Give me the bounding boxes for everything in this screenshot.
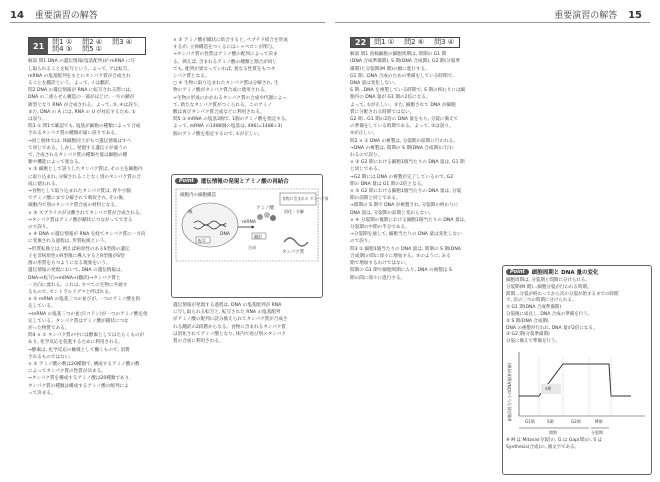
- text-line: →分裂期を通して, 細胞当たりの DNA 量は変化しない: [350, 232, 462, 238]
- text-line: DNA→(転写)→mRNA→(翻訳)→タンパク質と: [28, 275, 121, 281]
- text-line: ④が正しい。: [350, 131, 378, 137]
- right-running-title: 重要演習の解答: [554, 11, 618, 21]
- right-column-1: [350, 37, 500, 282]
- point-text-line: ① G1 期(DNA 合成準備期): [506, 305, 562, 311]
- point-box-cell-cycle: [502, 265, 652, 475]
- text-line: ンパク質となる。: [173, 74, 210, 80]
- text-line: の準備をしている時期である。よって, ③は誤り。: [350, 124, 454, 130]
- text-line: DNA 量は, 分裂期の前期と変わらない。: [350, 210, 434, 216]
- text-line: 酸は再びタンパク質合成などに利用される。: [173, 110, 265, 116]
- transcription-label: 転写: [198, 238, 206, 243]
- left-column-2: [173, 37, 323, 138]
- text-line: あり, 化学反応を促進するために利用される。: [28, 340, 123, 346]
- point-footnote: [503, 438, 651, 452]
- text-line: 分裂期の中期の半分である。: [350, 225, 410, 231]
- phase-label-m: M期: [595, 418, 603, 424]
- text-line: されるタンパク質の種類が違い誤りである。: [28, 131, 120, 137]
- text-line: DNA 量は変化しない。: [350, 81, 399, 87]
- text-line: × ② 細胞として誤りしたタンパク質は, その主を細胞内: [28, 167, 143, 173]
- text-line: 個のアミノ酸を指定するので, ①が正しい。: [173, 131, 263, 137]
- point-title: 細胞周期と DNA 量の変化: [531, 270, 599, 276]
- text-line: 期の前期と同じである。: [350, 196, 401, 202]
- left-column-1: [28, 37, 168, 397]
- text-line: 間期の G1 期で細胞周期に入り, DNA の複製は S: [350, 268, 452, 274]
- text-line: →DNA の複製は, 間期の S 期(DNA 合成期)に行わ: [350, 145, 454, 151]
- footnote-line: Synthesis(合成)の, 頭文字である。: [506, 444, 580, 450]
- text-line: →間期の S 期で DNA が複製され, 分裂期の終わりに: [350, 203, 459, 209]
- text-line: ることを翻訳という。よって, イは翻訳。: [28, 81, 114, 87]
- dna-label: DNA: [220, 232, 230, 237]
- point-text-line: 間期…分裂が終わってから次の分裂が始まるまでの時期: [506, 291, 619, 297]
- text-line: × ④ 分裂期の後期における細胞1個当たりの DNA 量は,: [350, 217, 466, 223]
- text-line: って決まる。: [28, 390, 56, 396]
- point-body: [173, 302, 323, 345]
- point-header: [503, 266, 651, 278]
- right-header-rule: [335, 22, 650, 23]
- text-line: (DNA 合成準備期), S 期(DNA 合成期), G2 期(分裂準: [350, 59, 460, 65]
- amino-acid-icon: [264, 212, 270, 218]
- text-line: 物のアミノ酸がタンパク質合成に使用される。: [173, 88, 270, 94]
- point-text-line: 遺伝情報が発現する過程は, DNA の塩基配列が RNA: [173, 303, 282, 308]
- point-text-line: は消化されてアミノ酸となり, 体内で再び別のタンパク: [173, 331, 286, 337]
- text-line: 胞内の DNA 量が G1 期の2倍になる。: [350, 95, 431, 101]
- text-line: →G2 期には DNA の複製が完了しているので, G2: [350, 174, 454, 180]
- text-line: 備期)と分裂期(M 期)の順に進行する。: [350, 66, 430, 72]
- text-line: でも, 配列が異なっていれば, 異なる性質をもつタ: [173, 66, 276, 72]
- text-line: に変換される過程は, 形質転換という。: [28, 239, 110, 245]
- text-line: 期で増加するわけではない。: [350, 261, 410, 267]
- explanation-text: [350, 51, 500, 282]
- text-line: →同じ個体では, 体細胞同士がもつ遺伝情報はすべ: [28, 138, 132, 144]
- point-text-line: 細胞周期は, 分裂期と間期に分けられる。: [506, 278, 590, 283]
- text-line: でアミノ酸にまで分解されて吸収され, その後,: [28, 196, 125, 202]
- text-line: 定している。タンパク質はアミノ酸が鎖状につな: [28, 318, 129, 324]
- point-text-line: 分裂期(M 期)…細胞分裂が行われる時期。: [506, 284, 592, 290]
- explanation-text-cont: [173, 37, 323, 138]
- text-line: は誤り。: [28, 117, 47, 123]
- text-line: 合成期)の間に徐々に増加する。⑤のように, ある: [350, 253, 451, 259]
- text-line: 問3 ① 細胞1個当たりの DNA 量は, 間期の S 期(DNA: [350, 246, 461, 252]
- text-line: 問3 ① 問1で確認でも, 塩基が細胞の種類によって合成: [28, 124, 141, 130]
- point-body: [503, 278, 651, 346]
- translation-label: 翻訳: [254, 234, 262, 239]
- explanation-text: [28, 58, 168, 397]
- answer-item: 問2 ⑥: [404, 38, 425, 46]
- phase-label-s: S期: [547, 418, 554, 424]
- text-line: →生物の形成にかかわるタンパク質の合成や代謝によっ: [173, 95, 287, 101]
- amino-acid-icon: [257, 214, 263, 220]
- text-line: 類や機能によって異なる。: [28, 160, 84, 166]
- text-line: よって, mRNA の1488個の塩基は, 496(=1488÷3): [173, 124, 283, 130]
- point-text-line: ② S 期(DNA 合成期): [506, 318, 549, 324]
- text-line: mRNA の塩基配列をもとにタンパク質が合成され: [28, 73, 131, 79]
- mrna-label: mRNA: [242, 220, 256, 225]
- s-phase-box-label: S期: [545, 385, 552, 391]
- point-text-line: 分裂後に成長し, DNA 合成の準備を行う。: [506, 311, 593, 317]
- point-text-line: で, 次の三つの時期に分けられる。: [506, 298, 577, 304]
- text-line: によってタンパク質の性質が決まる。: [28, 369, 106, 375]
- point-title: 遺伝情報の発現とアミノ酸の再結合: [200, 179, 289, 185]
- text-line: タンパク質の種類は構成するアミノ酸の配列によ: [28, 383, 129, 389]
- text-line: × ② G2 期における細胞1個当たりの DNA 量は, G1 期: [350, 160, 465, 166]
- text-line: て同じである。しかし, 発現する遺伝子が違うの: [28, 145, 128, 151]
- point-box-gene-expression: [171, 174, 329, 298]
- text-line: DNA の二重らせん構造の一部がほどけ, 一方の鎖が: [28, 95, 135, 101]
- text-line: →食物として取り込まれたタンパク質は, 胃や小腸: [28, 189, 131, 195]
- dna-amount-chart: [505, 346, 651, 438]
- text-line: →mRNA の塩基三つの並び(コドン)が一つのアミノ酸を指: [28, 311, 148, 317]
- footnote-line: ※ M は Mitosis(分裂)の, G は Gap(間)の, S は: [506, 437, 603, 443]
- phase-label-g1: G1期: [525, 418, 535, 424]
- question-number: 21: [29, 38, 48, 54]
- protein-label: タンパク質: [282, 250, 305, 255]
- text-line: ○ ④ 生物に取り込まれたタンパク質は分解され, 生: [173, 81, 279, 87]
- point-header: [172, 175, 322, 187]
- right-header: [554, 8, 650, 21]
- point-text-line: がアミノ酸の配列に読み換えられてタンパク質が合成さ: [173, 317, 288, 323]
- resynth-label: 合成: [248, 245, 256, 250]
- answer-item: 問1 ①: [374, 38, 395, 46]
- question-22-box: [350, 37, 460, 48]
- text-line: × ③ スプライスが分離されてタンパク質が合成される。: [28, 210, 145, 216]
- text-line: 菌の形質をもつようになる現象をいう。: [28, 261, 111, 267]
- amino-acid-label: アミノ酸: [256, 206, 274, 211]
- dna-curve: [519, 364, 631, 396]
- question-21-box: [28, 37, 146, 55]
- text-line: 遺伝情報の発現において, DNA の遺伝情報は,: [28, 268, 123, 274]
- answer-item: 問1 ①: [52, 38, 73, 46]
- text-line: で, 合成されるタンパク質の種類や量は細胞の種: [28, 153, 128, 159]
- text-line: れるので誤り。: [350, 153, 383, 159]
- answer-list: [370, 38, 458, 47]
- answer-item: 問3 ④: [434, 38, 455, 46]
- text-line: 質に分配される時期ではない。: [350, 109, 415, 115]
- point-text-line: DNA の複製が行われ, DNA 量が2倍になる。: [506, 325, 598, 331]
- answer-item: 問4 ⑤: [52, 45, 73, 54]
- text-line: て, 新たなタンパク質がつくられる。このアミノ: [173, 102, 273, 108]
- text-line: に取り込まれ, 分解されることなく別のタンパク質の合: [28, 174, 141, 180]
- text-line: 一方向に流れる。これは, すべての生物に共通す: [28, 282, 128, 288]
- text-line: 問4 × ① タンパク質の中には酵素としてはたらくものが: [28, 333, 145, 339]
- protein-chain-icon: [284, 238, 308, 246]
- phase-label-g2: G2期: [571, 418, 581, 424]
- point-text-line: れる翻訳の2段階からなる。食物に含まれるタンパク質: [173, 324, 286, 330]
- text-line: 問2 × ① DNA の複製は, 分裂期の前期に行われる。: [350, 138, 458, 144]
- text-line: × ③ G2 期における細胞1個当たりの DNA 量は, 分裂: [350, 189, 462, 195]
- text-line: S 期…DNA を複製している時期で, S 期の終わりには細: [350, 88, 466, 94]
- nucleus-label: 核: [188, 210, 193, 215]
- text-line: 定している。: [28, 304, 56, 310]
- text-line: 解説 問1 真核細胞の細胞周期は, 間期の G1 期: [350, 52, 447, 58]
- right-page: [330, 0, 660, 482]
- text-line: × ⑤ mRNA の塩基三つの並びが, 一つのアミノ酸を指: [28, 297, 141, 303]
- text-line: →タンパク質を構成するアミノ酸は20種類であり,: [28, 376, 131, 382]
- left-header: [10, 8, 98, 21]
- question-number: 22: [351, 38, 370, 47]
- amino-acid-icon: [270, 215, 276, 221]
- text-line: するが, 立体構造をつくるにはシャペロンが関与。: [173, 45, 277, 51]
- gene-expression-diagram: [172, 187, 329, 263]
- text-line: る。例えば, 含まれるアミノ酸の種類と割合が同じ: [173, 59, 277, 65]
- answer-list: [48, 38, 145, 54]
- text-line: 問5 ① mRNA の塩基3個で, 1個のアミノ酸を指定する。: [173, 117, 291, 123]
- text-line: G1 期…DNA 合成のための準備をしている時期で,: [350, 73, 454, 79]
- text-line: 期の間に徐々に進行する。: [350, 275, 406, 281]
- text-line: 期の DNA 量は G1 期の2倍となる。: [350, 181, 426, 187]
- point-text-line: に写し取られる転写と, 転写された RNA の塩基配列: [173, 310, 281, 316]
- right-page-number: 15: [628, 10, 642, 21]
- left-running-title: 重要演習の解答: [34, 11, 98, 21]
- text-line: と同じである。: [350, 167, 383, 173]
- left-page-number: 14: [10, 10, 24, 21]
- interphase-label: 間期: [549, 429, 557, 435]
- food-protein-label: 食物に含まれる タンパク質: [282, 196, 329, 201]
- text-line: また, DNA の A には, RNA の U が対応するため, ①: [28, 109, 136, 115]
- text-line: × ③ アミノ酸が鎖状に結合すると, ペプチド結合を形成: [173, 38, 288, 43]
- text-line: ので誤り。: [350, 239, 373, 245]
- text-line: 子を非病原性のR型菌に導入するとR型菌がS型: [28, 253, 125, 259]
- left-header-rule: [10, 22, 325, 23]
- text-line: し取られることを転写という。よって, アは転写。: [28, 66, 132, 72]
- division-label: 分裂期: [591, 429, 603, 435]
- text-line: されるものではない。: [28, 354, 74, 360]
- text-line: 細胞内で別のタンパク質合成の材料となる。: [28, 203, 120, 209]
- text-line: × ④ DNA の遺伝情報が RNA を経てタンパク質に一方向: [28, 232, 146, 238]
- point-badge: Point: [175, 178, 198, 184]
- point-text-line: ③ G2 期(分裂準備期): [506, 332, 550, 338]
- text-line: がった物質である。: [28, 325, 70, 331]
- text-line: るもので, セントラルドグマと呼ばれる。: [28, 289, 114, 295]
- text-line: 鋳型となり RNA が合成される。よって, ③, ④は誤り。: [28, 102, 143, 108]
- text-line: →タンパク質の性質はアミノ酸の配列によって決ま: [173, 52, 278, 58]
- text-line: G2 期…G1 期の2倍の DNA 量をもち, 分裂に備えて: [350, 117, 459, 123]
- answer-item: 問2 ④: [82, 38, 103, 46]
- text-line: →タンパク質はアミノ酸が鎖状につながってできる: [28, 217, 133, 223]
- point-text-line: 分裂に備えて準備を行う。: [506, 339, 560, 345]
- text-line: 成に使われる。: [28, 181, 61, 187]
- cell-label: 細胞内の細胞構造: [180, 193, 216, 198]
- chart-ylabel: 細胞1個当たりのDNA量(相対値): [507, 362, 512, 422]
- text-line: よって, ①が正しい。また, 細胞されて DNA が細胞: [350, 102, 456, 108]
- text-line: ので誤り。: [28, 225, 51, 231]
- text-line: →酵素は, 化学反応の触媒として働くもので, 消費: [28, 347, 130, 353]
- point-badge: Point: [506, 269, 529, 275]
- text-line: 解説 問1 DNA の遺伝情報(塩基配列)が mRNA に写: [28, 59, 136, 65]
- point-text-line: 質の合成に利用される。: [173, 339, 224, 345]
- text-line: →形質転換とは, 例えば病原性のあるS型菌の遺伝: [28, 246, 130, 252]
- digest-label: 消化・分解: [284, 209, 304, 214]
- answer-item: 問3 ④: [112, 38, 133, 46]
- text-line: 問2 DNA の遺伝情報が RNA に転写される際には,: [28, 88, 132, 94]
- text-line: × ② アミノ酸の数は20種類で, 構成するアミノ酸の数: [28, 361, 140, 367]
- answer-item: 問5 ①: [82, 45, 103, 54]
